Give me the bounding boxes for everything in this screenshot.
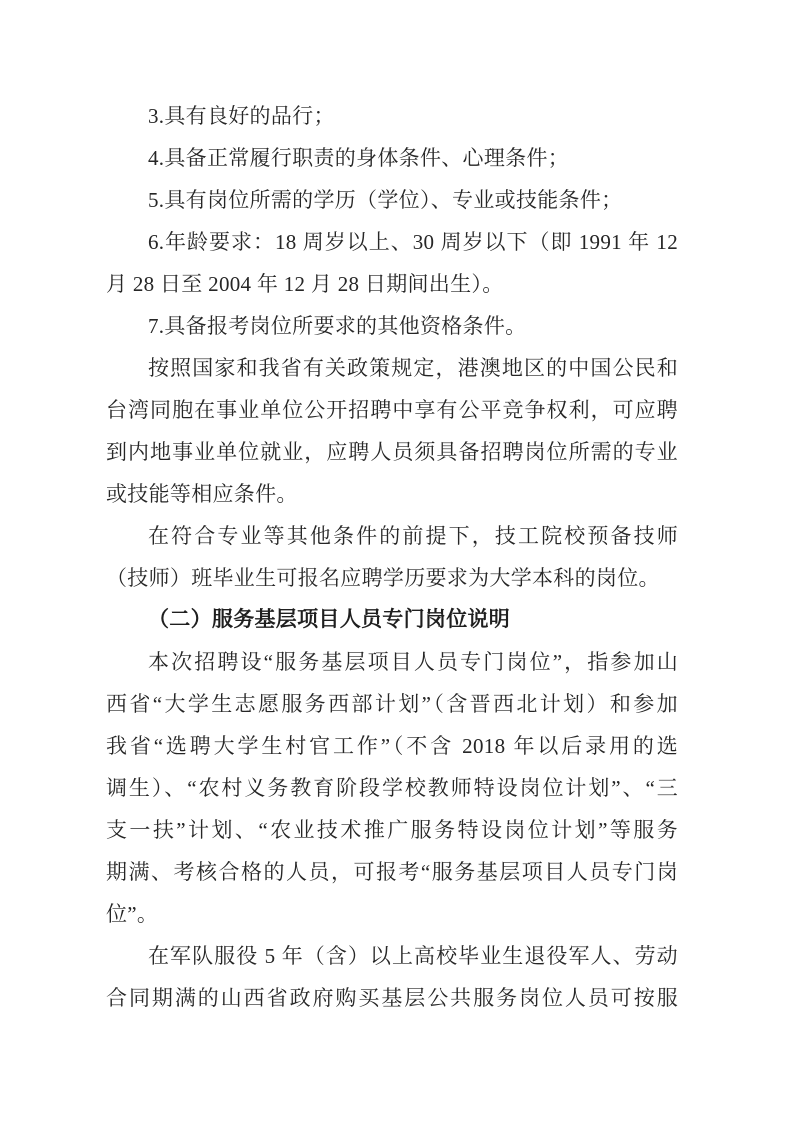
text-line: 按照国家和我省有关政策规定，港澳地区的中国公民和 <box>148 356 678 380</box>
text-line: 6.年龄要求：18 周岁以上、30 周岁以下（即 1991 年 12 <box>148 230 678 254</box>
text-line: 我省“选聘大学生村官工作”（不含 2018 年以后录用的选 <box>106 734 678 758</box>
text-line: 合同期满的山西省政府购买基层公共服务岗位人员可按服 <box>106 986 678 1010</box>
text-line: 或技能等相应条件。 <box>106 482 298 506</box>
text-line: 在符合专业等其他条件的前提下，技工院校预备技师 <box>148 524 678 548</box>
text-line: 西省“大学生志愿服务西部计划”（含晋西北计划）和参加 <box>106 692 678 716</box>
text-line: 5.具有岗位所需的学历（学位）、专业或技能条件； <box>148 188 623 212</box>
text-line: 支一扶”计划、“农业技术推广服务特设岗位计划”等服务 <box>106 818 678 842</box>
text-line: 在军队服役 5 年（含）以上高校毕业生退役军人、劳动 <box>148 944 678 968</box>
document-body <box>106 95 678 1019</box>
text-line: 月 28 日至 2004 年 12 月 28 日期间出生）。 <box>106 272 504 296</box>
text-line: 台湾同胞在事业单位公开招聘中享有公平竞争权利，可应聘 <box>106 398 678 422</box>
text-line: 4.具备正常履行职责的身体条件、心理条件； <box>148 146 570 170</box>
section-heading: （二）服务基层项目人员专门岗位说明 <box>148 608 511 631</box>
text-line: 7.具备报考岗位所要求的其他资格条件。 <box>148 314 527 338</box>
text-line: 期满、考核合格的人员，可报考“服务基层项目人员专门岗 <box>106 860 678 884</box>
text-line: （技师）班毕业生可报名应聘学历要求为大学本科的岗位。 <box>106 566 660 590</box>
text-line: 本次招聘设“服务基层项目人员专门岗位”，指参加山 <box>148 650 678 674</box>
text-line: 到内地事业单位就业，应聘人员须具备招聘岗位所需的专业 <box>106 440 678 464</box>
text-line: 调生）、“农村义务教育阶段学校教师特设岗位计划”、“三 <box>106 776 678 800</box>
text-line: 位”。 <box>106 902 159 926</box>
text-line: 3.具有良好的品行； <box>148 104 335 128</box>
